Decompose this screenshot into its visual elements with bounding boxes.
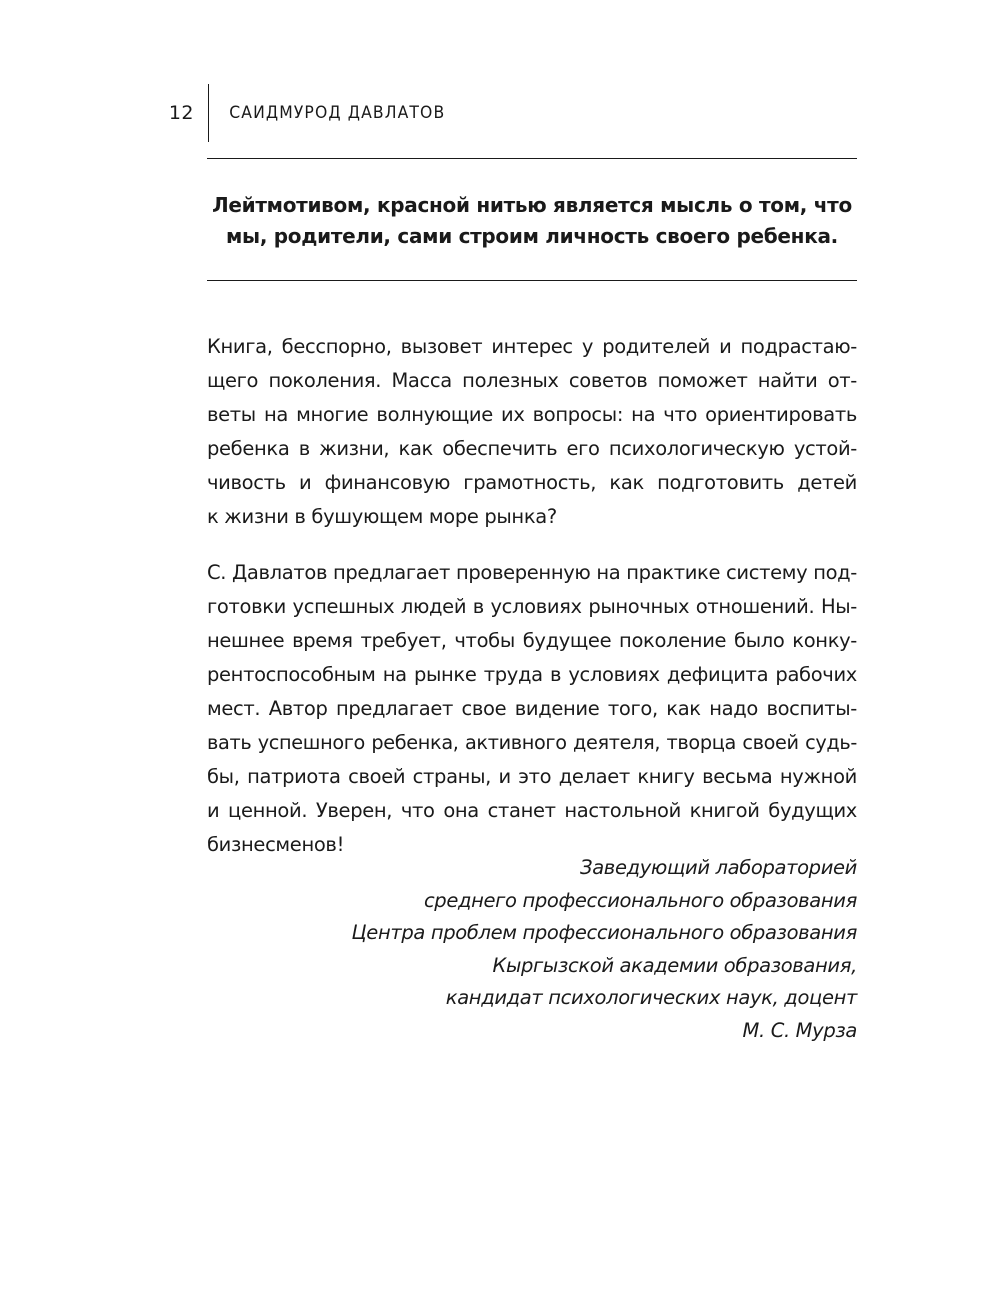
- signature-line: Заведующий лабораторией: [580, 856, 857, 879]
- epigraph-rule-top: [207, 158, 857, 159]
- paragraph-2: [207, 556, 857, 862]
- page-number: 12: [168, 102, 194, 124]
- text-line: С. Давлатов предлагает проверенную на практике систему под-: [207, 561, 857, 584]
- text-line: чивость и финансовую грамотность, как подготовить детей: [207, 471, 857, 494]
- text-line: Книга, бесспорно, вызовет интерес у родителей и подрастаю-: [207, 335, 857, 358]
- text-line: веты на многие волнующие их вопросы: на что ориентировать: [207, 403, 857, 426]
- epigraph-line: Лейтмотивом, красной нитью является мысль о том, что: [212, 193, 852, 217]
- signature-line: Центра проблем профессионального образования: [351, 921, 857, 944]
- text-line: бизнесменов!: [207, 833, 345, 856]
- text-line: и ценной. Уверен, что она станет настольной книгой будущих: [207, 799, 857, 822]
- signature-line: кандидат психологических наук, доцент: [445, 986, 857, 1009]
- signature-line: Кыргызской академии образования,: [492, 953, 857, 977]
- text-line: готовки успешных людей в условиях рыночных отношений. Ны-: [207, 595, 857, 618]
- author-name: САИДМУРОД ДАВЛАТОВ: [229, 103, 446, 123]
- paragraph-1: [207, 330, 857, 534]
- signature-author: М. С. Мурза: [742, 1018, 857, 1042]
- text-line: щего поколения. Масса полезных советов поможет найти от-: [207, 369, 857, 392]
- epigraph: [207, 190, 857, 252]
- signature-block: [207, 852, 857, 1047]
- text-line: мест. Автор предлагает свое видение того, как надо воспиты-: [207, 697, 857, 720]
- text-line: нешнее время требует, чтобы будущее поколение было конку-: [207, 629, 857, 652]
- running-head: [150, 84, 466, 142]
- text-line: к жизни в бушующем море рынка?: [207, 505, 557, 528]
- text-line: бы, патриота своей страны, и это делает книгу весьма нужной: [207, 765, 857, 788]
- signature-line: среднего профессионального образования: [423, 888, 857, 912]
- epigraph-rule-bottom: [207, 280, 857, 281]
- text-line: рентоспособным на рынке труда в условиях дефицита рабочих: [207, 663, 857, 686]
- epigraph-line: мы, родители, сами строим личность своего ребенка.: [226, 224, 838, 248]
- text-line: вать успешного ребенка, активного деятеля, творца своей судь-: [207, 731, 857, 754]
- body-text: [207, 330, 857, 884]
- text-line: ребенка в жизни, как обеспечить его психологическую устой-: [207, 437, 857, 460]
